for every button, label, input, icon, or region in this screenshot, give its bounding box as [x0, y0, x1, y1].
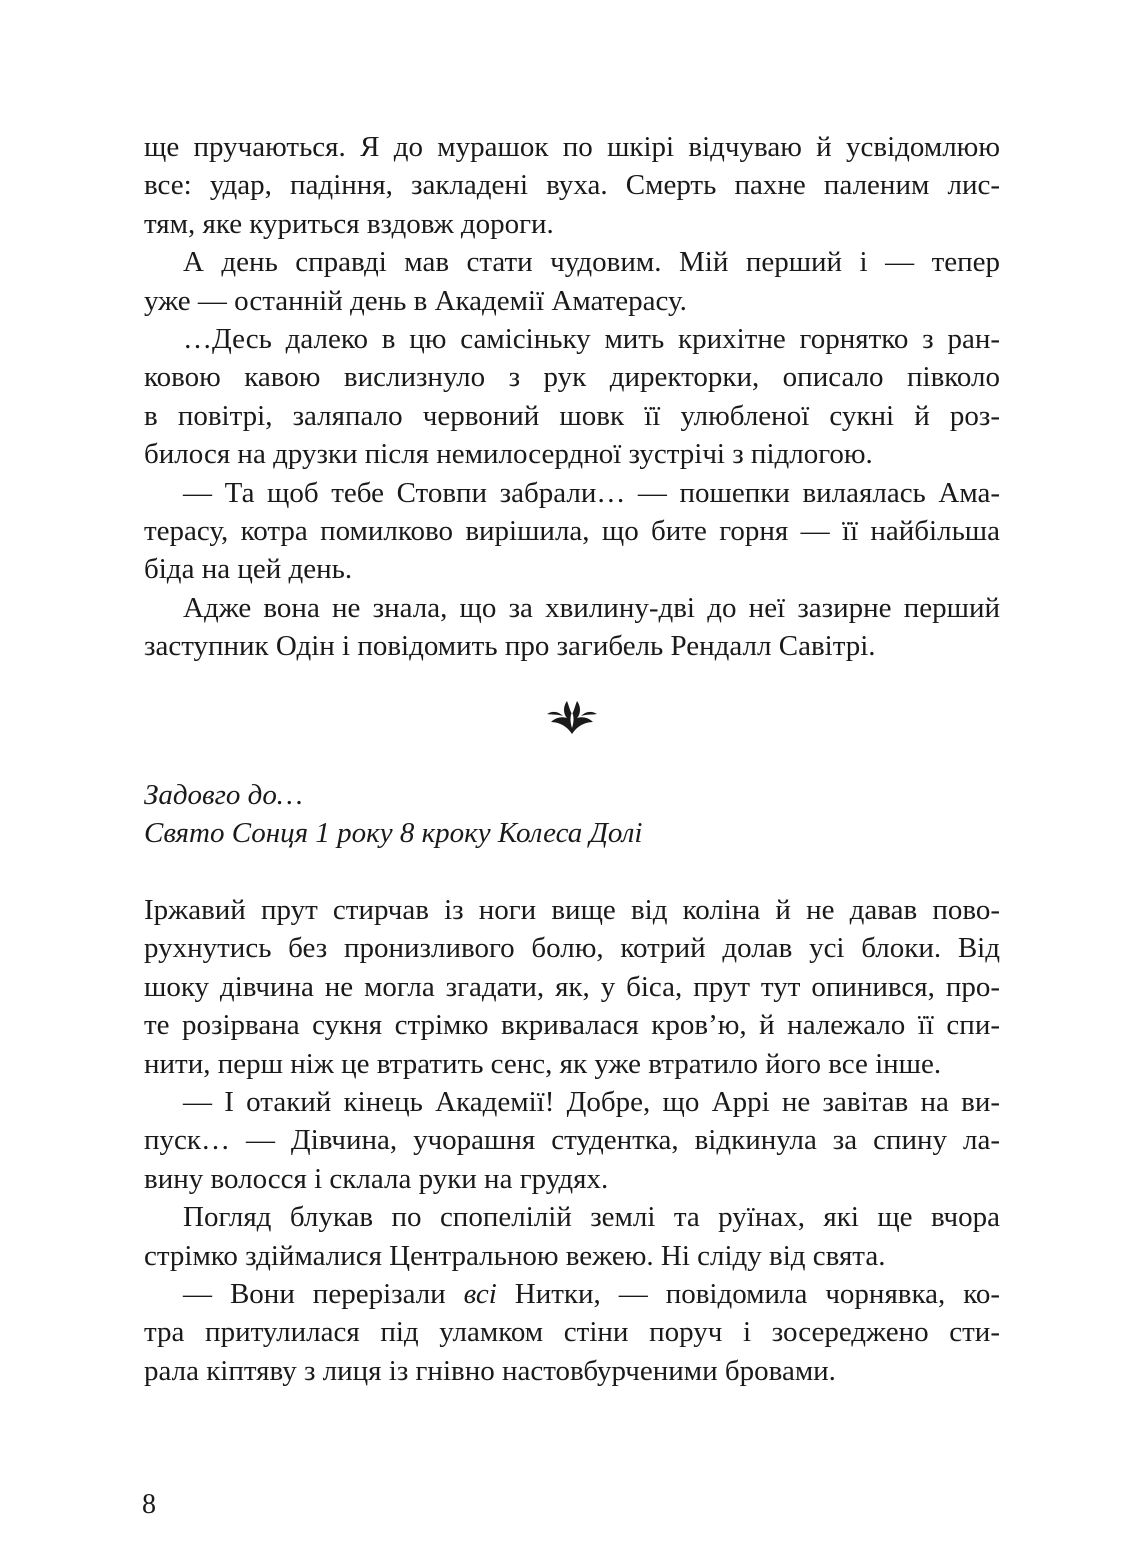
text-line: А день справді мав стати чудовим. Мій перший і — тепер	[183, 246, 1000, 279]
text-line: те розірвана сукня стрімко вкривалася кров’ю, й належало її спи-	[144, 1009, 1000, 1042]
text-line: …Десь далеко в цю самісіньку мить крихітне горнятко з ран-	[183, 322, 1000, 355]
text-line: заступник Одін і повідомить про загибель Рендалл Савітрі.	[144, 630, 876, 663]
text-block-1	[144, 128, 1000, 665]
section-header-line-1: Задовго до…	[144, 779, 303, 811]
text-line: ще пручаються. Я до мурашок по шкірі відчуваю й усвідомлюю	[144, 131, 1000, 163]
text-line: в повітрі, заляпало червоний шовк її улюбленої сукні й роз-	[144, 399, 1000, 432]
text-line: ковою кавою вислизнуло з рук директорки, описало півколо	[144, 361, 1000, 394]
text-line: тям, яке куриться вздовж дороги.	[144, 207, 554, 240]
text-line: Іржавий прут стирчав із ноги вище від коліна й не давав пово-	[144, 894, 1000, 926]
text-line: Погляд блукав по спопелілій землі та руїнах, які ще вчора	[183, 1201, 1000, 1234]
text-line: вину волосся і склала руки на грудях.	[144, 1162, 609, 1195]
text-line	[144, 1275, 1000, 1313]
text-fragment: — Вони перерізали	[183, 1277, 464, 1310]
text-line: терасу, котра помилково вирішила, що бите горня — її найбільша	[144, 514, 1000, 547]
text-block-2	[144, 891, 1000, 1390]
text-line: — І отакий кінець Академії! Добре, що Аррі не завітав на ви-	[183, 1085, 1000, 1118]
text-line: рала кіптяву з лиця із гнівно настовбурченими бровами.	[144, 1354, 836, 1387]
section-header-line-2: Свято Сонця 1 року 8 кроку Колеса Долі	[144, 817, 643, 850]
text-line: біда на цей день.	[144, 553, 353, 586]
text-line: пуск… — Дівчина, учорашня студентка, відкинула за спину ла-	[144, 1124, 1000, 1157]
text-line: — Та щоб тебе Стовпи забрали… — пошепки вилаялась Ама-	[183, 476, 1000, 509]
text-line: билося на друзки після немилосердної зустрічі з підлогою.	[144, 438, 873, 471]
text-line: Адже вона не знала, що за хвилину-дві до неї зазирне перший	[183, 591, 1000, 624]
text-line: нити, перш ніж це втратить сенс, як уже втратило його все інше.	[144, 1047, 942, 1080]
section-header	[144, 776, 1000, 853]
fleuron-ornament-icon	[545, 692, 599, 736]
text-line: все: удар, падіння, закладені вуха. Смерть пахне паленим лис-	[144, 169, 1000, 202]
text-line: уже — останній день в Академії Аматерасу.	[144, 284, 687, 317]
text-line: рухнутись без пронизливого болю, котрий долав усі блоки. Від	[144, 932, 1000, 965]
text-line: тра притулилася під уламком стіни поруч і зосереджено сти-	[144, 1316, 1000, 1349]
text-fragment: Нитки, — повідомила чорнявка, ко-	[496, 1277, 1000, 1310]
text-line: стрімко здіймалися Центральною вежею. Ні сліду від свята.	[144, 1239, 886, 1272]
emphasis-text: всі	[463, 1277, 497, 1310]
text-line: шоку дівчина не могла згадати, як, у біса, прут тут опинився, про-	[144, 970, 1000, 1003]
page-number: 8	[142, 1489, 156, 1520]
